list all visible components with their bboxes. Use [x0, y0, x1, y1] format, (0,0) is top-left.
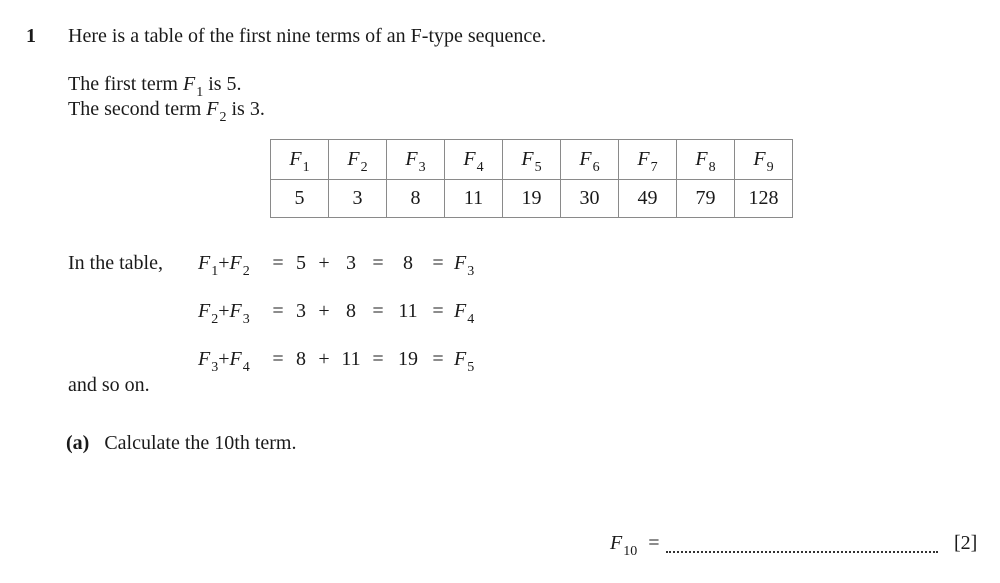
header-cell [677, 140, 735, 180]
second-term-index: 2 [219, 110, 227, 125]
term-index: 9 [766, 160, 774, 175]
equals-sign: = [432, 300, 444, 322]
eq-index-a: 2 [211, 312, 219, 327]
value-cell: 19 [503, 180, 561, 218]
equals-sign: = [272, 300, 284, 322]
value-cell: 30 [561, 180, 619, 218]
equation-rhs [450, 348, 484, 375]
header-cell [329, 140, 387, 180]
eq-term-x: 8 [296, 348, 306, 370]
part-a-text: Calculate the 10th term. [104, 432, 297, 454]
second-term-line [68, 98, 265, 125]
equation-lhs [198, 300, 266, 327]
first-term-line [68, 73, 242, 100]
term-index: 8 [708, 160, 716, 175]
term-symbol: F [521, 148, 534, 170]
marks-label: [2] [954, 532, 978, 554]
value-cell: 11 [445, 180, 503, 218]
equals-sign: = [432, 348, 444, 370]
equals-sign: = [372, 348, 384, 370]
equation-rhs [450, 252, 484, 279]
eq-index-a: 1 [211, 264, 219, 279]
sequence-table [270, 139, 793, 218]
first-term-prefix: The first term [68, 73, 178, 95]
question-number: 1 [26, 25, 36, 47]
eq-index-b: 4 [242, 360, 250, 375]
equals-sign: = [372, 300, 384, 322]
eq-index-r: 3 [467, 264, 475, 279]
plus-sign: + [318, 348, 330, 370]
value-cell: 79 [677, 180, 735, 218]
eq-symbol: F [229, 348, 242, 370]
value-cell: 128 [735, 180, 793, 218]
eq-symbol: F [198, 300, 211, 322]
term-symbol: F [695, 148, 708, 170]
equation-row [198, 252, 484, 279]
eq-symbol: F [454, 348, 467, 370]
eq-sum: 19 [398, 348, 418, 370]
term-index: 1 [302, 160, 310, 175]
equations-lead-text: In the table, [68, 252, 163, 274]
eq-index-b: 2 [242, 264, 250, 279]
term-index: 5 [534, 160, 542, 175]
header-cell [445, 140, 503, 180]
first-term-suffix: is 5. [208, 73, 242, 95]
table-value-row [271, 180, 793, 218]
header-cell [735, 140, 793, 180]
answer-line[interactable] [666, 540, 938, 553]
term-index: 6 [592, 160, 600, 175]
answer-index: 10 [623, 544, 638, 559]
term-symbol: F [637, 148, 650, 170]
answer-equals: = [648, 532, 660, 554]
term-index: 3 [418, 160, 426, 175]
header-cell [619, 140, 677, 180]
term-symbol: F [463, 148, 476, 170]
header-cell [387, 140, 445, 180]
plus-sign: + [218, 348, 230, 370]
term-index: 4 [476, 160, 484, 175]
eq-index-r: 5 [467, 360, 475, 375]
header-cell [561, 140, 619, 180]
equals-sign: = [372, 252, 384, 274]
term-symbol: F [579, 148, 592, 170]
first-term-symbol: F [182, 73, 196, 95]
eq-term-x: 5 [296, 252, 306, 274]
answer-label [610, 532, 660, 559]
header-cell [503, 140, 561, 180]
term-symbol: F [347, 148, 360, 170]
plus-sign: + [318, 300, 330, 322]
second-term-prefix: The second term [68, 98, 202, 120]
eq-index-a: 3 [211, 360, 219, 375]
eq-symbol: F [229, 300, 242, 322]
eq-symbol: F [198, 348, 211, 370]
table-header-row [271, 140, 793, 180]
eq-index-b: 3 [242, 312, 250, 327]
eq-term-y: 3 [346, 252, 356, 274]
part-a-label: (a) [66, 432, 90, 454]
value-cell: 5 [271, 180, 329, 218]
eq-symbol: F [229, 252, 242, 274]
equals-sign: = [272, 348, 284, 370]
plus-sign: + [318, 252, 330, 274]
question-intro: Here is a table of the first nine terms of an F-type sequence. [68, 25, 547, 47]
equation-row [198, 300, 484, 327]
equation-rhs [450, 300, 484, 327]
eq-term-x: 3 [296, 300, 306, 322]
eq-symbol: F [454, 252, 467, 274]
equation-row [198, 348, 484, 375]
value-cell: 8 [387, 180, 445, 218]
term-symbol: F [405, 148, 418, 170]
eq-term-y: 8 [346, 300, 356, 322]
second-term-symbol: F [206, 98, 219, 120]
first-term-index: 1 [196, 85, 204, 100]
answer-symbol: F [610, 532, 623, 554]
eq-symbol: F [198, 252, 211, 274]
equals-sign: = [272, 252, 284, 274]
equation-lhs [198, 252, 266, 279]
eq-sum: 11 [398, 300, 418, 322]
term-symbol: F [289, 148, 302, 170]
plus-sign: + [218, 252, 230, 274]
eq-index-r: 4 [467, 312, 475, 327]
equals-sign: = [432, 252, 444, 274]
term-index: 2 [360, 160, 368, 175]
eq-symbol: F [454, 300, 467, 322]
plus-sign: + [218, 300, 230, 322]
term-index: 7 [650, 160, 658, 175]
value-cell: 49 [619, 180, 677, 218]
term-symbol: F [753, 148, 766, 170]
part-a-line [66, 433, 297, 453]
eq-term-y: 11 [341, 348, 361, 370]
eq-sum: 8 [403, 252, 413, 274]
second-term-suffix: is 3. [231, 98, 265, 120]
header-cell [271, 140, 329, 180]
and-so-on-text: and so on. [68, 374, 150, 396]
equation-lhs [198, 348, 266, 375]
value-cell: 3 [329, 180, 387, 218]
